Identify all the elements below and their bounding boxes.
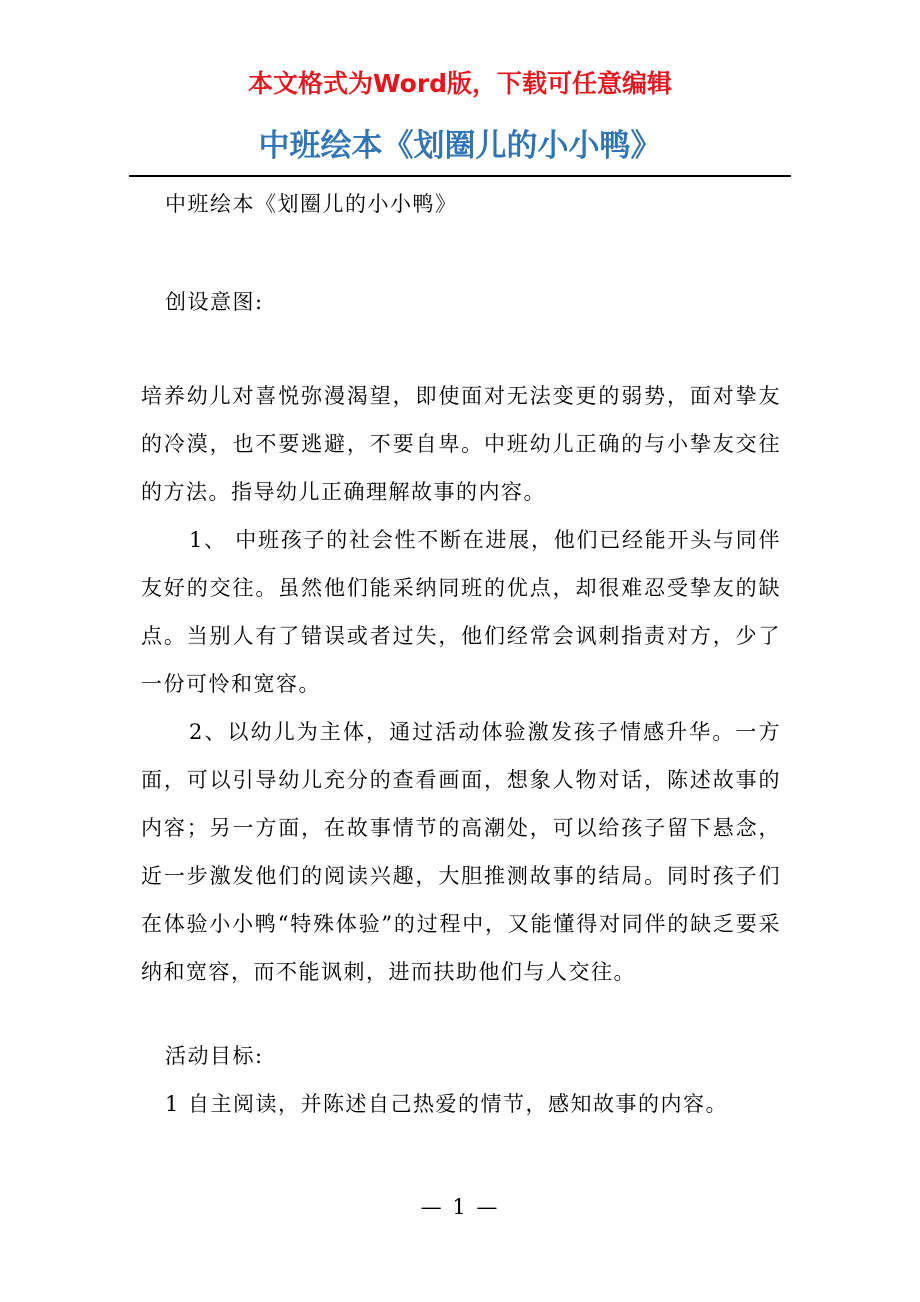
title-divider [129, 175, 791, 177]
document-title: 中班绘本《划圈儿的小小鸭》 [258, 128, 662, 164]
intent-item-1: 1、 中班孩子的社会性不断在进展，他们已经能开头与同伴友好的交往。虽然他们能采纳同班的优点，却很难忍受挚友的缺点。当别人有了错误或者过失，他们经常会讽刺指责对方，少了一份可怜和宽容。 [141, 528, 781, 696]
intent-heading: 创设意图: [165, 290, 264, 314]
page-number: — 1 — [420, 1195, 500, 1219]
intent-paragraph: 培养幼儿对喜悦弥漫渴望，即使面对无法变更的弱势，面对挚友的冷漠，也不要逃避，不要自卑。中班幼儿正确的与小挚友交往的方法。指导幼儿正确理解故事的内容。 [141, 384, 781, 504]
intent-item-2: 2、以幼儿为主体，通过活动体验激发孩子情感升华。一方面，可以引导幼儿充分的查看画面，想象人物对话，陈述故事的内容；另一方面，在故事情节的高潮处，可以给孩子留下悬念，近一步激发他们的阅读兴趣，大胆推测故事的结局。同时孩子们在体验小小鸭“特殊体验”的过程中，又能懂得对同伴的缺乏要采纳和宽容，而不能讽刺，进而扶助他们与人交往。 [141, 720, 781, 984]
body-subtitle: 中班绘本《划圈儿的小小鸭》 [165, 192, 458, 216]
document-body [141, 180, 781, 1128]
goal-item-1: 1 自主阅读，并陈述自己热爱的情节，感知故事的内容。 [165, 1092, 729, 1116]
goals-heading: 活动目标: [165, 1044, 264, 1068]
format-notice-banner: 本文格式为Word版，下载可任意编辑 [247, 69, 673, 98]
